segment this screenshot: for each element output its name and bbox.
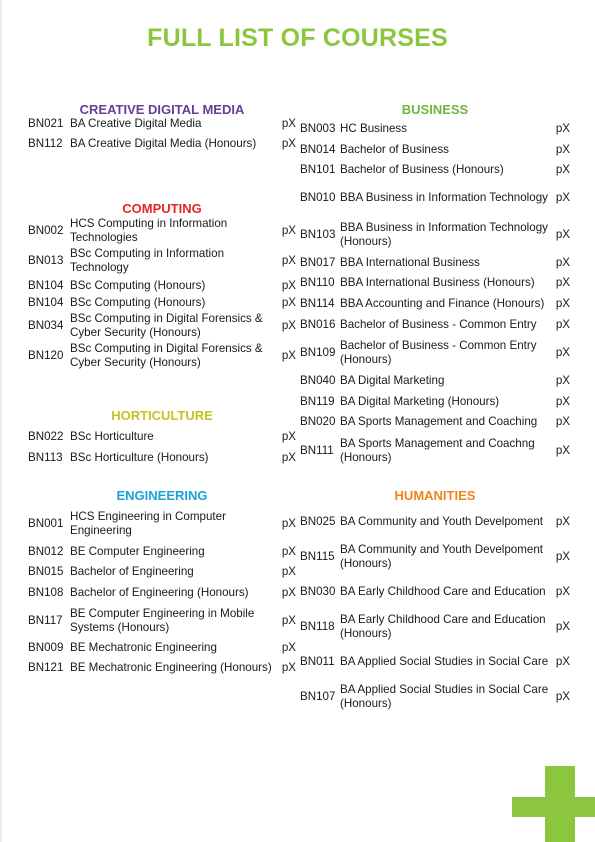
course-points: pX: [281, 517, 296, 530]
course-row: [28, 607, 296, 635]
course-points: pX: [555, 444, 570, 457]
course-name: BE Computer Engineering in Mobile Systems (Honours): [70, 607, 255, 634]
course-code: BN040: [300, 374, 336, 387]
course-points: pX: [281, 451, 296, 464]
course-name: BA Applied Social Studies in Social Care (Honours): [340, 683, 549, 710]
course-code: BN119: [300, 395, 335, 408]
course-name: BBA Accounting and Finance (Honours): [340, 297, 545, 310]
course-row: [300, 256, 570, 270]
course-code: BN014: [300, 143, 336, 156]
course-code: BN001: [28, 517, 64, 530]
course-name: BA Creative Digital Media (Honours): [70, 137, 257, 150]
course-name: Bachelor of Business - Common Entry: [340, 318, 537, 331]
course-code: BN114: [300, 297, 335, 310]
course-name: BA Digital Marketing (Honours): [340, 395, 500, 408]
course-code: BN021: [28, 117, 64, 130]
course-points: pX: [281, 545, 296, 558]
course-points: pX: [281, 586, 296, 599]
course-points: pX: [281, 661, 296, 674]
course-points: pX: [281, 117, 296, 130]
course-points: pX: [555, 550, 570, 563]
course-code: BN013: [28, 254, 64, 267]
page-title: FULL LIST OF COURSES: [147, 24, 448, 52]
section-title: CREATIVE DIGITAL MEDIA: [79, 102, 245, 117]
course-code: BN108: [28, 586, 64, 599]
course-code: BN002: [28, 224, 64, 237]
course-name: BA Applied Social Studies in Social Care: [340, 655, 549, 668]
course-code: BN011: [300, 655, 335, 668]
course-name: BSc Computing (Honours): [70, 296, 206, 309]
course-points: pX: [555, 655, 570, 668]
course-code: BN012: [28, 545, 64, 558]
course-row: [300, 122, 570, 136]
course-code: BN107: [300, 690, 336, 703]
page-edge-rule: [0, 0, 2, 842]
course-name: Bachelor of Business: [340, 143, 449, 156]
course-name: BE Computer Engineering: [70, 545, 205, 558]
course-row: [300, 683, 570, 711]
course-row: [28, 510, 296, 538]
course-points: pX: [555, 228, 570, 241]
course-points: pX: [281, 565, 296, 578]
course-points: pX: [555, 318, 570, 331]
course-points: pX: [555, 515, 570, 528]
course-code: BN104: [28, 296, 64, 309]
course-points: pX: [555, 191, 570, 204]
course-name: HCS Computing in Information Technologies: [70, 217, 228, 244]
course-row: [28, 279, 296, 293]
course-name: BBA Business in Information Technology: [340, 191, 548, 204]
course-code: BN113: [28, 451, 63, 464]
course-points: pX: [555, 690, 570, 703]
course-points: pX: [281, 614, 296, 627]
course-row: [28, 247, 296, 275]
course-row: [300, 143, 570, 157]
course-points: pX: [281, 349, 296, 362]
course-name: Bachelor of Engineering (Honours): [70, 586, 249, 599]
course-code: BN109: [300, 346, 336, 359]
section-humanities: [300, 488, 570, 748]
course-row: [28, 430, 296, 444]
course-code: BN020: [300, 415, 336, 428]
course-row: [28, 545, 296, 559]
course-points: pX: [555, 620, 570, 633]
course-points: pX: [281, 279, 296, 292]
course-points: pX: [281, 224, 296, 237]
course-code: BN016: [300, 318, 336, 331]
course-row: [300, 184, 570, 212]
course-name: Bachelor of Business (Honours): [340, 163, 504, 176]
course-row: [28, 641, 296, 655]
course-code: BN022: [28, 430, 64, 443]
course-row: [300, 276, 570, 290]
course-code: BN103: [300, 228, 336, 241]
course-name: BBA International Business: [340, 256, 480, 269]
course-name: BA Community and Youth Develpoment: [340, 515, 544, 528]
course-code: BN112: [28, 137, 63, 150]
section-title: HUMANITIES: [394, 488, 476, 503]
course-name: BE Mechatronic Engineering (Honours): [70, 661, 272, 674]
course-row: [28, 312, 296, 340]
section-title: ENGINEERING: [116, 488, 208, 503]
course-code: BN120: [28, 349, 64, 362]
course-code: BN104: [28, 279, 64, 292]
course-name: BA Early Childhood Care and Education: [340, 585, 546, 598]
course-name: BA Sports Management and Coachng (Honours): [340, 437, 535, 464]
course-points: pX: [555, 346, 570, 359]
course-points: pX: [555, 395, 570, 408]
course-row: [300, 297, 570, 311]
course-row: [300, 437, 570, 465]
course-code: BN025: [300, 515, 336, 528]
course-row: [28, 565, 296, 579]
course-points: pX: [555, 297, 570, 310]
course-name: BSc Computing in Digital Forensics & Cyber Security (Honours): [70, 342, 263, 369]
course-row: [300, 339, 570, 367]
section-title: BUSINESS: [401, 102, 469, 117]
course-row: [300, 318, 570, 332]
course-row: [300, 374, 570, 388]
course-name: Bachelor of Business - Common Entry (Honours): [340, 339, 537, 366]
course-code: BN118: [300, 620, 335, 633]
course-points: pX: [281, 641, 296, 654]
course-code: BN110: [300, 276, 335, 289]
course-points: pX: [555, 374, 570, 387]
course-code: BN015: [28, 565, 64, 578]
course-points: pX: [281, 319, 296, 332]
course-points: pX: [555, 122, 570, 135]
section-title: HORTICULTURE: [111, 408, 213, 423]
course-points: pX: [281, 430, 296, 443]
course-points: pX: [555, 163, 570, 176]
course-code: BN030: [300, 585, 336, 598]
course-code: BN009: [28, 641, 64, 654]
course-name: HCS Engineering in Computer Engineering: [70, 510, 226, 537]
course-name: BA Community and Youth Develpoment (Honours): [340, 543, 544, 570]
course-row: [300, 163, 570, 177]
course-code: BN017: [300, 256, 336, 269]
course-name: Bachelor of Engineering: [70, 565, 194, 578]
course-points: pX: [555, 256, 570, 269]
course-code: BN117: [28, 614, 63, 627]
course-code: BN121: [28, 661, 64, 674]
course-name: BA Early Childhood Care and Education (Honours): [340, 613, 546, 640]
course-row: [300, 648, 570, 676]
course-row: [28, 137, 296, 151]
course-row: [28, 296, 296, 310]
course-row: [300, 543, 570, 571]
course-name: BE Mechatronic Engineering: [70, 641, 217, 654]
course-name: BSc Horticulture (Honours): [70, 451, 209, 464]
course-points: pX: [281, 296, 296, 309]
course-row: [28, 586, 296, 600]
course-points: pX: [281, 254, 296, 267]
section-title: COMPUTING: [122, 201, 202, 216]
course-name: BSc Computing in Information Technology: [70, 247, 225, 274]
course-name: BBA Business in Information Technology (Honours): [340, 221, 548, 248]
course-row: [300, 508, 570, 536]
course-points: pX: [555, 143, 570, 156]
course-row: [300, 221, 570, 249]
course-row: [28, 217, 296, 245]
course-row: [300, 613, 570, 641]
course-row: [28, 661, 296, 675]
course-row: [300, 415, 570, 429]
course-code: BN003: [300, 122, 336, 135]
course-code: BN101: [300, 163, 336, 176]
course-points: pX: [555, 415, 570, 428]
course-name: BBA International Business (Honours): [340, 276, 535, 289]
course-code: BN010: [300, 191, 336, 204]
course-points: pX: [281, 137, 296, 150]
course-row: [300, 395, 570, 409]
course-row: [28, 342, 296, 370]
course-row: [28, 451, 296, 465]
course-code: BN034: [28, 319, 64, 332]
course-name: BSc Horticulture: [70, 430, 154, 443]
course-code: BN115: [300, 550, 335, 563]
course-name: BA Sports Management and Coaching: [340, 415, 538, 428]
section-business: [300, 102, 570, 464]
course-name: BSc Computing (Honours): [70, 279, 206, 292]
course-points: pX: [555, 585, 570, 598]
course-name: BSc Computing in Digital Forensics & Cyber Security (Honours): [70, 312, 263, 339]
course-row: [28, 117, 296, 131]
course-row: [300, 578, 570, 606]
section-engineering: [28, 488, 296, 748]
course-code: BN111: [300, 444, 334, 457]
course-points: pX: [555, 276, 570, 289]
course-name: BA Digital Marketing: [340, 374, 445, 387]
course-name: BA Creative Digital Media: [70, 117, 202, 130]
course-name: HC Business: [340, 122, 408, 135]
plus-icon-bar: [512, 797, 595, 817]
